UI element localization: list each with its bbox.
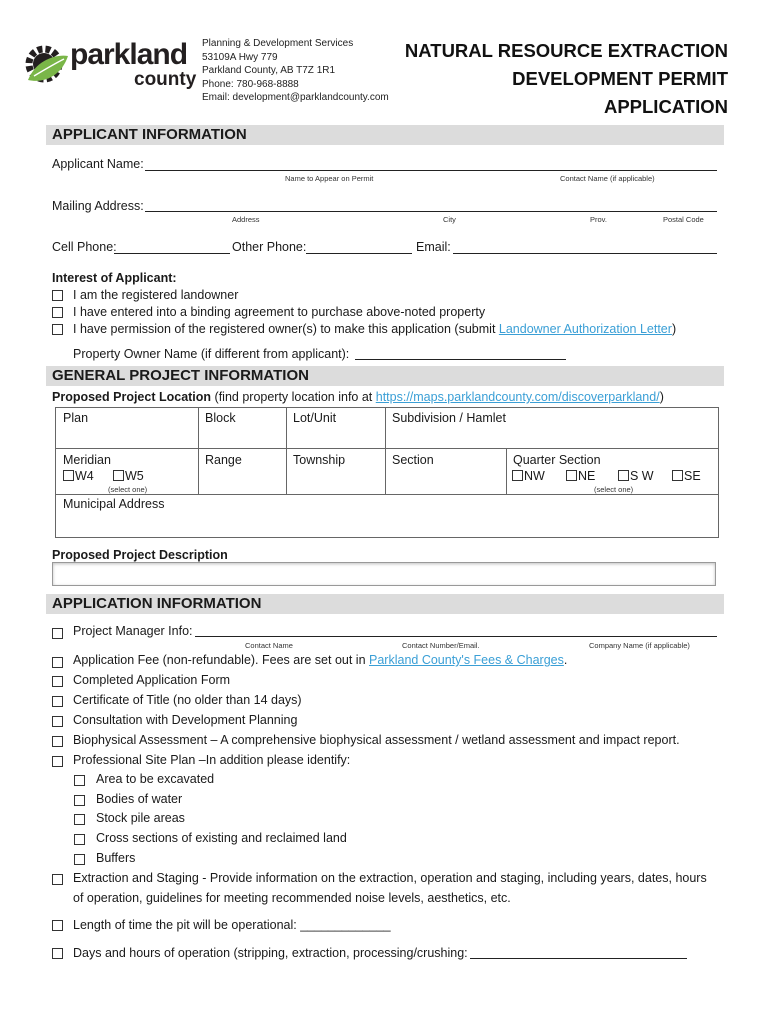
project-manager-checkbox[interactable] (52, 628, 63, 639)
extraction-staging-checkbox[interactable] (52, 874, 63, 885)
range-label: Range (205, 453, 242, 467)
interest-landowner-checkbox[interactable] (52, 290, 63, 301)
quarter-select-one: (select one) (594, 485, 634, 494)
title-line-1: NATURAL RESOURCE EXTRACTION (404, 40, 728, 61)
mail-sub-address: Address (232, 215, 260, 224)
parkland-logo (22, 38, 197, 94)
email-field[interactable] (453, 253, 717, 254)
pm-sub-contact-number: Contact Number/Email. (402, 641, 480, 650)
brand-county: county (134, 69, 197, 90)
quarter-ne-label: NE (578, 469, 596, 483)
certificate-title-checkbox[interactable] (52, 696, 63, 707)
length-operational-label: Length of time the pit will be operational: _____________ (73, 918, 391, 932)
interest-landowner-label: I am the registered landowner (73, 288, 239, 302)
meridian-label: Meridian (63, 453, 111, 467)
interest-permission-close: ) (671, 322, 677, 336)
project-location-close: ) (659, 390, 664, 404)
municipal-address-field[interactable] (56, 512, 718, 537)
applicant-name-field[interactable] (145, 170, 717, 171)
area-excavated-checkbox[interactable] (74, 775, 85, 786)
applicant-name-sub1: Name to Appear on Permit (285, 174, 374, 183)
site-plan-checkbox[interactable] (52, 756, 63, 767)
length-operational-checkbox[interactable] (52, 920, 63, 931)
page-title (405, 37, 728, 121)
office-address-1: 53109A Hwy 779 (202, 51, 278, 63)
other-phone-label: Other Phone: (232, 240, 307, 254)
section-project: GENERAL PROJECT INFORMATION (46, 366, 724, 386)
section-application: APPLICATION INFORMATION (46, 594, 724, 614)
office-address-2: Parkland County, AB T7Z 1R1 (202, 65, 336, 76)
pm-sub-contact-name: Contact Name (245, 641, 293, 650)
project-location-hint: (find property location info at (211, 390, 376, 404)
cell-phone-label: Cell Phone: (52, 240, 117, 254)
meridian-select-one: (select one) (108, 485, 148, 494)
applicant-name-label: Applicant Name: (52, 157, 144, 171)
cell-phone-field[interactable] (114, 253, 230, 254)
project-manager-field[interactable] (195, 636, 717, 637)
project-description-field[interactable] (52, 562, 716, 586)
cross-sections-label: Cross sections of existing and reclaimed land (96, 831, 347, 845)
interest-permission-row (73, 322, 676, 336)
block-label: Block (205, 411, 236, 425)
plan-label: Plan (63, 411, 89, 425)
certificate-title-label: Certificate of Title (no older than 14 days) (73, 693, 302, 707)
mail-sub-city: City (443, 215, 456, 224)
quarter-ne-checkbox[interactable] (566, 470, 577, 481)
extraction-staging-label-1: Extraction and Staging - Provide information on the extraction, operation and staging, including years, dates, hours (73, 871, 707, 885)
office-phone: Phone: 780-968-8888 (202, 78, 299, 90)
quarter-nw-label: NW (524, 469, 545, 483)
days-hours-field[interactable] (470, 958, 687, 959)
stock-pile-label: Stock pile areas (96, 811, 185, 825)
extraction-staging-label-2: of operation, guidelines for meeting recommended noise levels, aesthetics, etc. (73, 891, 511, 905)
project-description-label: Proposed Project Description (52, 548, 228, 562)
section-applicant: APPLICANT INFORMATION (46, 125, 724, 145)
fees-charges-link[interactable]: Parkland County's Fees & Charges (369, 653, 564, 667)
meridian-w5-label: W5 (125, 469, 144, 483)
quarter-sw-checkbox[interactable] (618, 470, 629, 481)
office-email: Email: development@parklandcounty.com (202, 92, 389, 103)
biophysical-checkbox[interactable] (52, 736, 63, 747)
consultation-label: Consultation with Development Planning (73, 713, 298, 727)
stock-pile-checkbox[interactable] (74, 814, 85, 825)
office-name: Planning & Development Services (202, 38, 354, 49)
municipal-address-label: Municipal Address (63, 497, 165, 511)
lot-label: Lot/Unit (293, 411, 337, 425)
email-label: Email: (416, 240, 451, 254)
biophysical-label: Biophysical Assessment – A comprehensive biophysical assessment / wetland assessment and impact report. (73, 733, 680, 747)
cross-sections-checkbox[interactable] (74, 834, 85, 845)
completed-form-label: Completed Application Form (73, 673, 231, 687)
interest-permission-checkbox[interactable] (52, 324, 63, 335)
brand-name: parkland (70, 38, 188, 71)
completed-form-checkbox[interactable] (52, 676, 63, 687)
interest-purchase-checkbox[interactable] (52, 307, 63, 318)
township-label: Township (293, 453, 346, 467)
applicant-name-sub2: Contact Name (if applicable) (560, 174, 655, 183)
application-fee-label: Application Fee (non-refundable). Fees are set out in (73, 653, 370, 667)
project-manager-label: Project Manager Info: (73, 624, 193, 638)
quarter-sw-label: S W (630, 469, 654, 483)
owner-name-field[interactable] (355, 359, 566, 360)
meridian-w4-label: W4 (75, 469, 94, 483)
interest-permission-label: I have permission of the registered owner(s) to make this application (submit (73, 322, 499, 336)
buffers-checkbox[interactable] (74, 854, 85, 865)
interest-heading: Interest of Applicant: (52, 271, 177, 285)
quarter-nw-checkbox[interactable] (512, 470, 523, 481)
subdivision-label: Subdivision / Hamlet (392, 411, 506, 425)
site-plan-label: Professional Site Plan –In addition please identify: (73, 753, 351, 767)
quarter-se-label: SE (684, 469, 701, 483)
quarter-se-checkbox[interactable] (672, 470, 683, 481)
landowner-authorization-link[interactable]: Landowner Authorization Letter (498, 322, 672, 336)
bodies-water-checkbox[interactable] (74, 795, 85, 806)
bodies-water-label: Bodies of water (96, 792, 183, 806)
section-label: Section (392, 453, 434, 467)
project-location-row (52, 390, 664, 404)
gear-leaf-icon (22, 40, 70, 90)
pm-sub-company: Company Name (if applicable) (589, 641, 690, 650)
discover-parkland-link[interactable]: https://maps.parklandcounty.com/discoverparkland/ (375, 390, 660, 404)
title-line-2: DEVELOPMENT PERMIT (512, 68, 728, 89)
quarter-section-label: Quarter Section (513, 453, 601, 467)
owner-name-label: Property Owner Name (if different from applicant): (73, 347, 350, 361)
buffers-label: Buffers (96, 851, 136, 865)
mailing-address-label: Mailing Address: (52, 199, 144, 213)
meridian-w4-checkbox[interactable] (63, 470, 74, 481)
consultation-checkbox[interactable] (52, 716, 63, 727)
mail-sub-postal: Postal Code (663, 215, 704, 224)
application-fee-period: . (563, 653, 568, 667)
mailing-address-field[interactable] (145, 211, 717, 212)
mail-sub-prov: Prov. (590, 215, 607, 224)
interest-purchase-label: I have entered into a binding agreement to purchase above-noted property (73, 305, 486, 319)
other-phone-field[interactable] (306, 253, 412, 254)
area-excavated-label: Area to be excavated (96, 772, 215, 786)
project-location-label: Proposed Project Location (52, 390, 212, 404)
application-fee-row (73, 653, 567, 667)
days-hours-checkbox[interactable] (52, 948, 63, 959)
application-fee-checkbox[interactable] (52, 657, 63, 668)
days-hours-label: Days and hours of operation (stripping, extraction, processing/crushing: (73, 946, 468, 960)
meridian-w5-checkbox[interactable] (113, 470, 124, 481)
title-line-3: APPLICATION (603, 96, 728, 117)
